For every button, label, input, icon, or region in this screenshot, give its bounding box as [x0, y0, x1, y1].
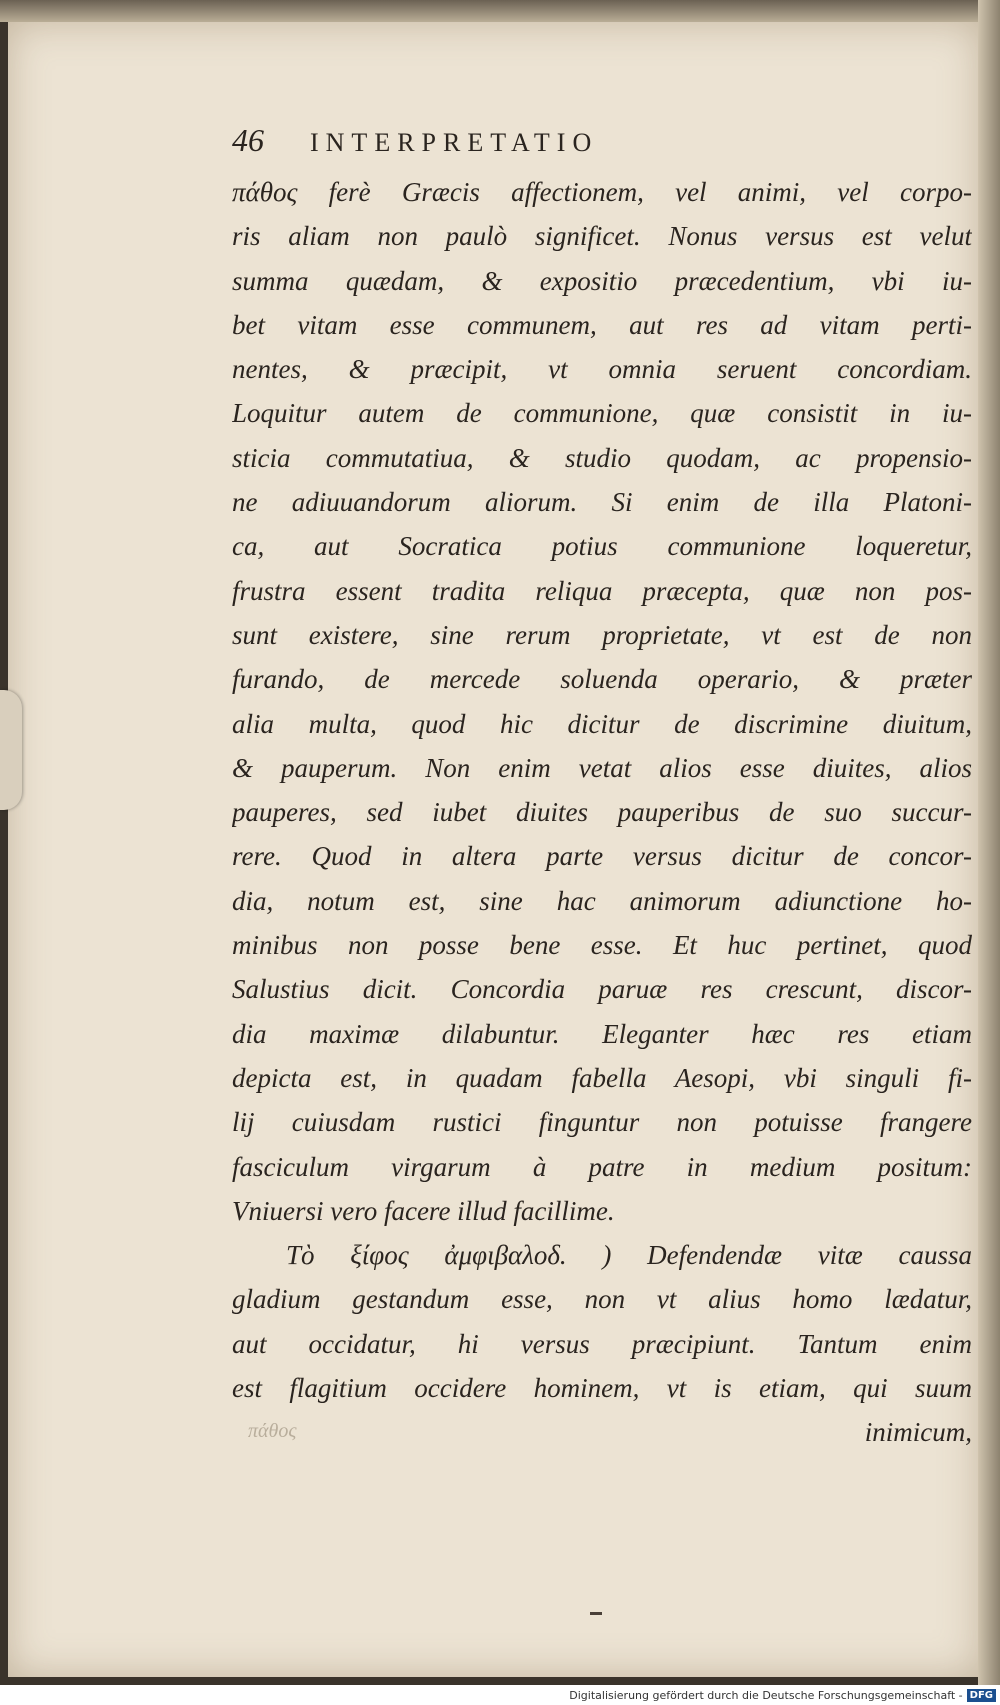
- text-line: ne adiuuandorum aliorum. Si enim de illa Platoni-: [232, 487, 972, 518]
- digitization-footer: [0, 1685, 1000, 1705]
- text-line: minibus non posse bene esse. Et huc pertinet, quod: [232, 930, 972, 961]
- text-line: ca, aut Socratica potius communione loqueretur,: [232, 531, 972, 562]
- text-line: Vniuersi vero facere illud facillime.: [232, 1195, 615, 1226]
- running-head: [232, 122, 932, 166]
- text-line: frustra essent tradita reliqua præcepta, quæ non pos-: [232, 575, 972, 606]
- text-line: pauperes, sed iubet diuites pauperibus de suo succur-: [232, 797, 972, 828]
- text-line: depicta est, in quadam fabella Aesopi, vbi singuli fi-: [232, 1062, 972, 1093]
- footer-credit: Digitalisierung gefördert durch die Deutsche Forschungsgemeinschaft -: [569, 1688, 963, 1702]
- text-line: sticia commutatiua, & studio quodam, ac propensio-: [232, 442, 972, 473]
- page-clip: [0, 690, 22, 810]
- show-through-mark: πάθος: [248, 1420, 297, 1442]
- text-line: Loquitur autem de communione, quæ consistit in iu-: [232, 398, 972, 429]
- text-line: πάθος ferè Græcis affectionem, vel animi, vel corpo-: [232, 177, 972, 207]
- dfg-logo-icon: DFG: [967, 1689, 996, 1702]
- text-line: est flagitium occidere hominem, vt is etiam, qui suum: [232, 1373, 972, 1404]
- book-top-edge: [0, 0, 1000, 22]
- text-line: gladium gestandum esse, non vt alius homo lædatur,: [232, 1284, 972, 1315]
- text-line: lij cuiusdam rustici finguntur non potuisse frangere: [232, 1107, 972, 1138]
- text-line: alia multa, quod hic dicitur de discrimine diuitum,: [232, 708, 972, 739]
- text-line: fasciculum virgarum à patre in medium positum:: [232, 1151, 972, 1182]
- text-line: aut occidatur, hi versus præcipiunt. Tantum enim: [232, 1328, 972, 1359]
- text-line: bet vitam esse communem, aut res ad vitam perti-: [232, 309, 972, 340]
- text-line: Τὸ ξίφος ἀμφιβαλοδ. ) Defendendæ vitæ caussa: [286, 1240, 972, 1271]
- running-head-title: INTERPRETATIO: [310, 128, 599, 157]
- body-text: [232, 170, 972, 1455]
- text-line: nentes, & præcipit, vt omnia seruent concordiam.: [232, 354, 972, 385]
- text-line: dia, notum est, sine hac animorum adiunctione ho-: [232, 885, 972, 916]
- text-line: rere. Quod in altera parte versus dicitur de concor-: [232, 841, 972, 872]
- page-number: 46: [232, 122, 264, 158]
- ink-mark: [590, 1612, 602, 1615]
- text-line: summa quædam, & expositio præcedentium, vbi iu-: [232, 265, 972, 296]
- book-right-edge: [978, 0, 1000, 1705]
- text-line: & pauperum. Non enim vetat alios esse diuites, alios: [232, 752, 972, 783]
- text-line: Salustius dicit. Concordia paruæ res crescunt, discor-: [232, 974, 972, 1005]
- text-line: furando, de mercede soluenda operario, & præter: [232, 664, 972, 695]
- text-line: ris aliam non paulò significet. Nonus versus est velut: [232, 221, 972, 252]
- catchword: inimicum,: [864, 1417, 972, 1448]
- text-line: sunt existere, sine rerum proprietate, vt est de non: [232, 619, 972, 650]
- text-line: dia maximæ dilabuntur. Eleganter hæc res etiam: [232, 1018, 972, 1049]
